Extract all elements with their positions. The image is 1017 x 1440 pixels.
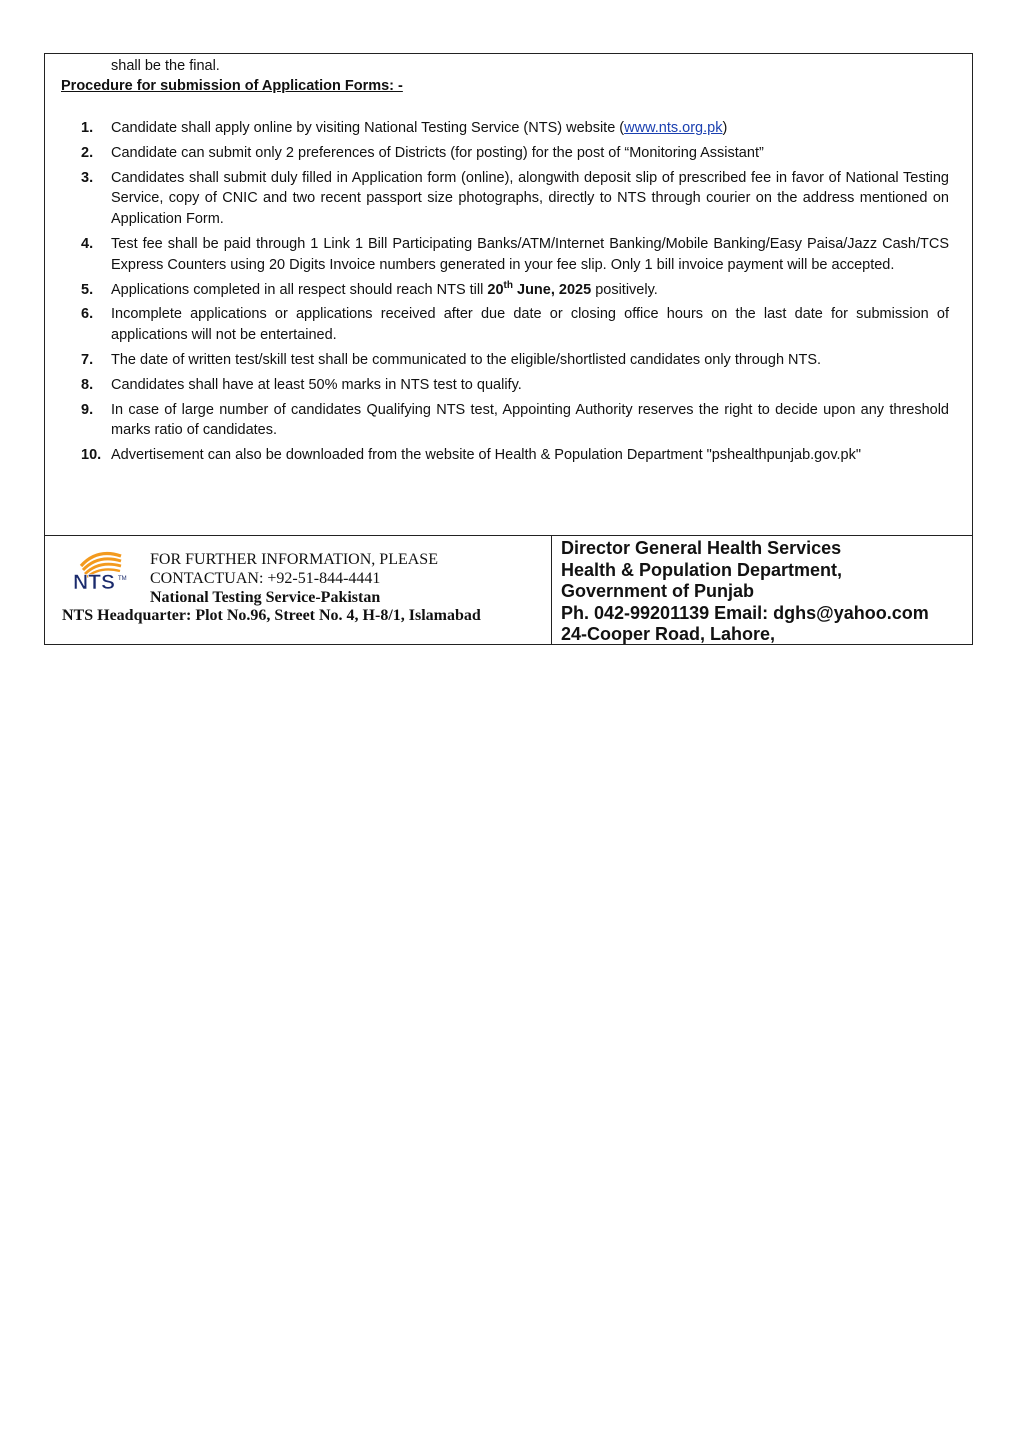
step-number: 6. (81, 306, 94, 323)
step-number: 4. (81, 235, 94, 252)
step-number: 5. (81, 281, 94, 298)
list-item: 2. Candidate can submit only 2 preferences of Districts (for posting) for the post of “Monitoring Assistant” (81, 143, 949, 164)
list-item: 5. Applications completed in all respect should reach NTS till 20th June, 2025 positively. (81, 280, 949, 301)
step-number: 7. (81, 351, 94, 368)
department-name: Health & Population Department, (561, 559, 843, 580)
step-number: 2. (81, 144, 94, 161)
contact-info: FOR FURTHER INFORMATION, PLEASE CONTACTUAN: +92-51-844-4441 National Testing Service-Pakistan (150, 551, 438, 606)
svg-text:NTS: NTS (73, 571, 115, 592)
dghs-title: Director General Health Services (561, 538, 842, 558)
list-item: 4. Test fee shall be paid through 1 Link 1 Bill Participating Banks/ATM/Internet Banking/Mobile Banking/Easy Paisa/Jazz Cash/TCS Express Counters using 20 Digits Invoice numbers generated in your fee slip. Only 1 bill invoice payment will be accepted. (81, 235, 949, 273)
deadline-date: 20th June, 2025 (487, 279, 592, 298)
dghs-contact-cell (561, 538, 929, 646)
steps-list (81, 118, 949, 470)
step-number: 3. (81, 169, 94, 186)
nts-logo-icon (67, 546, 129, 592)
procedure-section (45, 54, 972, 536)
office-address: 24-Cooper Road, Lahore, (561, 624, 776, 645)
lead-text: shall be the final. (111, 58, 220, 74)
svg-text:TM: TM (118, 576, 127, 582)
step-number: 10. (81, 447, 102, 464)
procedure-heading: Procedure for submission of Application Forms: - (61, 78, 403, 94)
government-name: Government of Punjab (561, 581, 755, 602)
list-item: 10. Advertisement can also be downloaded from the website of Health & Population Department "pshealthpunjab.gov.pk" (81, 445, 949, 466)
list-item: 6. Incomplete applications or applications received after due date or closing office hours on the last date for submission of applications will not be entertained. (81, 306, 949, 344)
list-item: 7. The date of written test/skill test shall be communicated to the eligible/shortlisted candidates only through NTS. (81, 350, 949, 371)
list-item: 8. Candidates shall have at least 50% marks in NTS test to qualify. (81, 375, 949, 396)
nts-contact-cell (45, 536, 552, 644)
contact-footer (45, 536, 972, 644)
nts-headquarter-address: NTS Headquarter: Plot No.96, Street No. 4, H-8/1, Islamabad (62, 607, 481, 624)
notice-frame (44, 53, 973, 645)
step-number: 9. (81, 401, 94, 418)
list-item: 3. Candidates shall submit duly filled in Application form (online), alongwith deposit slip of prescribed fee in favor of National Testing Service, copy of CNIC and two recent passport size photographs, directly to NTS through courier on the address mentioned on Application Form. (81, 169, 949, 228)
nts-website-link[interactable]: www.nts.org.pk (624, 120, 723, 136)
step-number: 1. (81, 120, 94, 136)
list-item: 9. In case of large number of candidates Qualifying NTS test, Appointing Authority reserves the right to decide upon any threshold marks ratio of candidates. (81, 401, 949, 439)
step-number: 8. (81, 376, 94, 393)
phone-email: Ph. 042-99201139 Email: dghs@yahoo.com (561, 602, 929, 623)
list-item: 1. Candidate shall apply online by visiting National Testing Service (NTS) website (www.nts.org.pk) (81, 118, 949, 139)
org-name: National Testing Service-Pakistan (150, 589, 381, 606)
